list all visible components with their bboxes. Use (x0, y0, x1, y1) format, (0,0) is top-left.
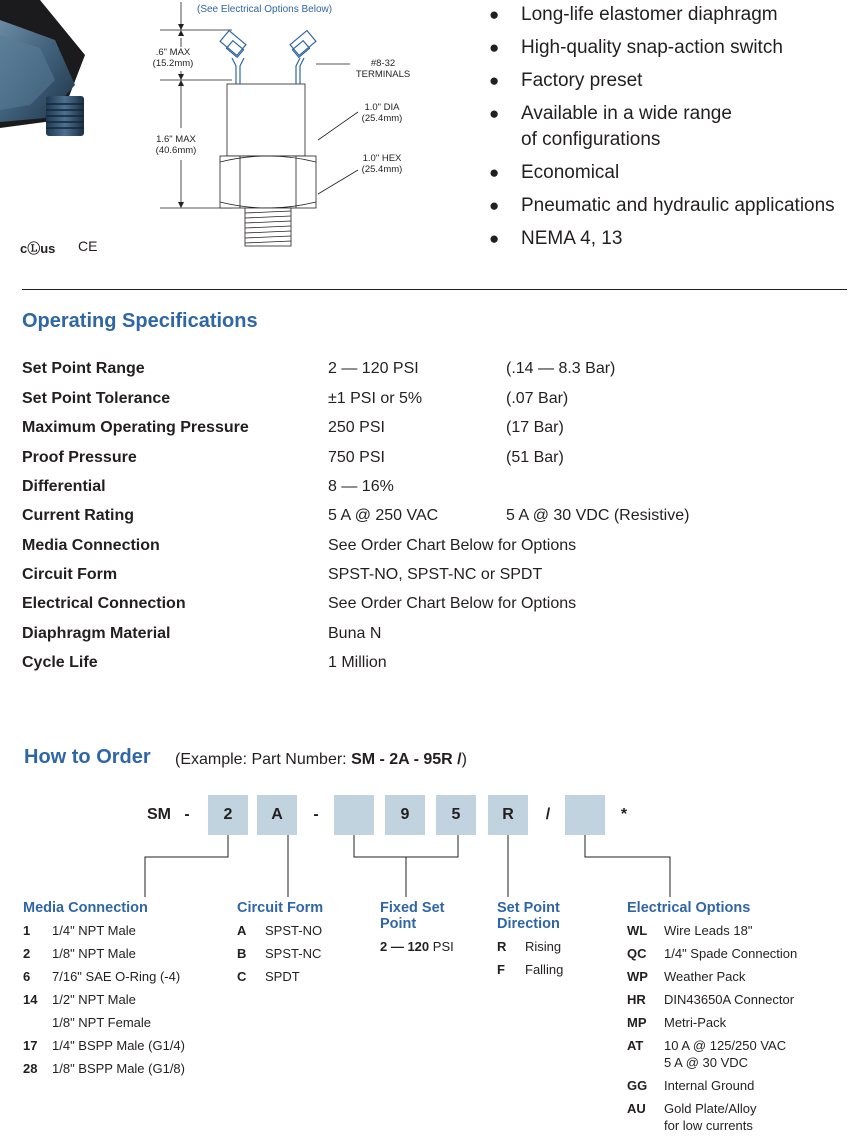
code-direction-box: R (488, 795, 528, 835)
option-code: AT (627, 1038, 644, 1053)
spec-value-alt: 5 A @ 30 VDC (Resistive) (506, 507, 690, 524)
spec-row (22, 592, 842, 616)
spec-value: Buna N (328, 625, 382, 642)
option-text-cont: for low currents (664, 1118, 753, 1133)
spec-value: 2 — 120 PSI (328, 360, 419, 377)
spec-value: 8 — 16% (328, 478, 394, 495)
diameter-mm: (25.4mm) (361, 113, 403, 124)
bullet-icon: ● (489, 38, 500, 57)
hex-value: 1.0" HEX (362, 153, 402, 164)
diameter-value: 1.0" DIA (364, 102, 400, 113)
option-text: SPST-NO (265, 923, 323, 938)
bullet-icon: ● (489, 5, 500, 24)
ce-mark-icon: CE (78, 238, 98, 254)
option-code: 1 (23, 923, 31, 938)
code-circuit-box: A (257, 795, 297, 835)
option-code: A (237, 923, 247, 938)
dimension-drawing (140, 0, 440, 270)
code-slash: / (545, 806, 551, 823)
fixed-setpoint-title (380, 900, 444, 932)
option-code: 6 (23, 969, 31, 984)
spec-label: Proof Pressure (22, 449, 137, 466)
spec-value-alt: (51 Bar) (506, 449, 564, 466)
product-photo (0, 0, 140, 150)
option-code: WP (627, 969, 648, 984)
spec-row (22, 357, 842, 381)
option-code: 28 (23, 1061, 38, 1076)
media-title: Media Connection (23, 900, 148, 916)
spec-row (22, 416, 842, 440)
feature-item (488, 68, 858, 94)
feature-item (488, 226, 858, 252)
option-text: DIN43650A Connector (664, 992, 795, 1007)
spec-value: ±1 PSI or 5% (328, 390, 423, 407)
option-text: 1/4" NPT Male (52, 923, 136, 938)
diameter-dim (352, 102, 412, 124)
range-value: 2 — 120 (380, 939, 430, 954)
feature-item (488, 2, 858, 28)
feature-text: High-quality snap-action switch (521, 37, 783, 58)
height-terminal-dim (150, 47, 196, 69)
option-text: Falling (525, 962, 564, 977)
option-code: F (497, 962, 505, 977)
spec-value: SPST-NO, SPST-NC or SPDT (328, 566, 543, 583)
range-unit: PSI (429, 939, 454, 954)
spec-label: Maximum Operating Pressure (22, 419, 249, 436)
spec-value: See Order Chart Below for Options (328, 537, 577, 554)
feature-list (488, 2, 858, 259)
example-prefix: (Example: Part Number: (175, 751, 352, 768)
example-part-number: SM - 2A - 95R / (351, 751, 462, 768)
option-text: 1/8" BSPP Male (G1/8) (52, 1061, 185, 1076)
spec-value: 250 PSI (328, 419, 385, 436)
fixed-title-line1: Fixed Set (380, 900, 445, 916)
code-separator: - (184, 806, 190, 823)
body-height-mm: (40.6mm) (155, 145, 197, 156)
spec-row (22, 475, 842, 499)
spec-value: 5 A @ 250 VAC (328, 507, 439, 524)
feature-text: Economical (521, 162, 620, 183)
option-text: 1/4" BSPP Male (G1/4) (52, 1038, 185, 1053)
option-code: R (497, 939, 507, 954)
feature-item (488, 35, 858, 61)
terminals-size: #8-32 (370, 58, 396, 69)
spec-value: See Order Chart Below for Options (328, 595, 577, 612)
code-setpoint-box: 5 (436, 795, 476, 835)
code-media-box: 2 (208, 795, 248, 835)
direction-title (497, 900, 560, 932)
ul-mark-icon: cⓁus (20, 241, 56, 256)
spec-label: Electrical Connection (22, 595, 186, 612)
body-height-value: 1.6" MAX (156, 134, 196, 145)
spec-label: Set Point Range (22, 360, 145, 377)
order-connector-lines (0, 835, 864, 900)
hex-mm: (25.4mm) (361, 164, 403, 175)
direction-title-line1: Set Point (497, 900, 560, 916)
option-code: C (237, 969, 247, 984)
code-blank-box (334, 795, 374, 835)
option-text: Internal Ground (664, 1078, 755, 1093)
spec-value-alt: (17 Bar) (506, 419, 564, 436)
option-text: SPDT (265, 969, 300, 984)
height-terminal-value: .6" MAX (155, 47, 191, 58)
bullet-icon: ● (489, 196, 500, 215)
code-setpoint-box: 9 (385, 795, 425, 835)
feature-text-cont: of configurations (521, 129, 661, 150)
bullet-icon: ● (489, 229, 500, 248)
spec-row (22, 622, 842, 646)
option-text-cont: 5 A @ 30 VDC (664, 1055, 749, 1070)
feature-item (488, 160, 858, 186)
certification-marks (20, 236, 110, 260)
electrical-title: Electrical Options (627, 900, 751, 916)
feature-item (488, 101, 858, 153)
spec-row (22, 534, 842, 558)
option-text: 1/8" NPT Male (52, 946, 136, 961)
direction-title-line2: Direction (497, 916, 560, 932)
option-text: Gold Plate/Alloy (664, 1101, 757, 1116)
order-example (175, 751, 467, 769)
option-text: Rising (525, 939, 562, 954)
option-text: 1/4" Spade Connection (664, 946, 798, 961)
spec-value-alt: (.07 Bar) (506, 390, 569, 407)
feature-text: NEMA 4, 13 (521, 228, 623, 249)
example-suffix: ) (461, 751, 467, 768)
bullet-icon: ● (489, 104, 500, 123)
height-terminal-mm: (15.2mm) (152, 58, 194, 69)
option-code: HR (627, 992, 646, 1007)
spec-label: Media Connection (22, 537, 160, 554)
spec-label: Differential (22, 478, 106, 495)
code-separator: - (313, 806, 319, 823)
option-text: Metri-Pack (664, 1015, 727, 1030)
feature-text: Factory preset (521, 70, 643, 91)
order-title: How to Order (24, 746, 151, 768)
hex-dim (352, 153, 412, 175)
bullet-icon: ● (489, 163, 500, 182)
spec-value: 750 PSI (328, 449, 385, 466)
electrical-options-note: (See Electrical Options Below) (197, 4, 333, 15)
option-code: AU (627, 1101, 646, 1116)
spec-row (22, 651, 842, 675)
option-text: Wire Leads 18" (664, 923, 753, 938)
fixed-title-line2: Point (380, 916, 417, 932)
fixed-setpoint-range (380, 939, 454, 954)
option-code: 17 (23, 1038, 38, 1053)
feature-text: Pneumatic and hydraulic applications (521, 195, 835, 216)
body-height-dim (150, 134, 202, 156)
spec-label: Diaphragm Material (22, 625, 171, 642)
option-text: 10 A @ 125/250 VAC (664, 1038, 787, 1053)
option-code: MP (627, 1015, 647, 1030)
spec-row (22, 563, 842, 587)
terminals-word: TERMINALS (355, 69, 411, 80)
feature-text: Long-life elastomer diaphragm (521, 4, 778, 25)
spec-row (22, 504, 842, 528)
option-text: 1/2" NPT Male (52, 992, 136, 1007)
specs-title: Operating Specifications (22, 310, 258, 332)
option-text: 1/8" NPT Female (52, 1015, 152, 1030)
spec-value-alt: (.14 — 8.3 Bar) (506, 360, 616, 377)
option-text: SPST-NC (265, 946, 322, 961)
section-divider (22, 289, 847, 290)
option-code: 14 (23, 992, 38, 1007)
spec-row (22, 446, 842, 470)
feature-text: Available in a wide range (521, 103, 732, 124)
option-code: 2 (23, 946, 31, 961)
option-text: Weather Pack (664, 969, 746, 984)
option-code: WL (627, 923, 648, 938)
feature-item (488, 193, 858, 219)
code-electrical-box (565, 795, 605, 835)
option-code: GG (627, 1078, 648, 1093)
circuit-title: Circuit Form (237, 900, 324, 916)
option-text: 7/16" SAE O-Ring (-4) (52, 969, 181, 984)
spec-value: 1 Million (328, 654, 387, 671)
code-prefix: SM (147, 806, 171, 823)
code-asterisk: * (620, 806, 628, 823)
terminals-label (348, 58, 418, 80)
option-code: QC (627, 946, 647, 961)
spec-row (22, 387, 842, 411)
spec-label: Cycle Life (22, 654, 98, 671)
spec-label: Set Point Tolerance (22, 390, 171, 407)
bullet-icon: ● (489, 71, 500, 90)
spec-label: Current Rating (22, 507, 134, 524)
option-code: B (237, 946, 247, 961)
spec-label: Circuit Form (22, 566, 118, 583)
